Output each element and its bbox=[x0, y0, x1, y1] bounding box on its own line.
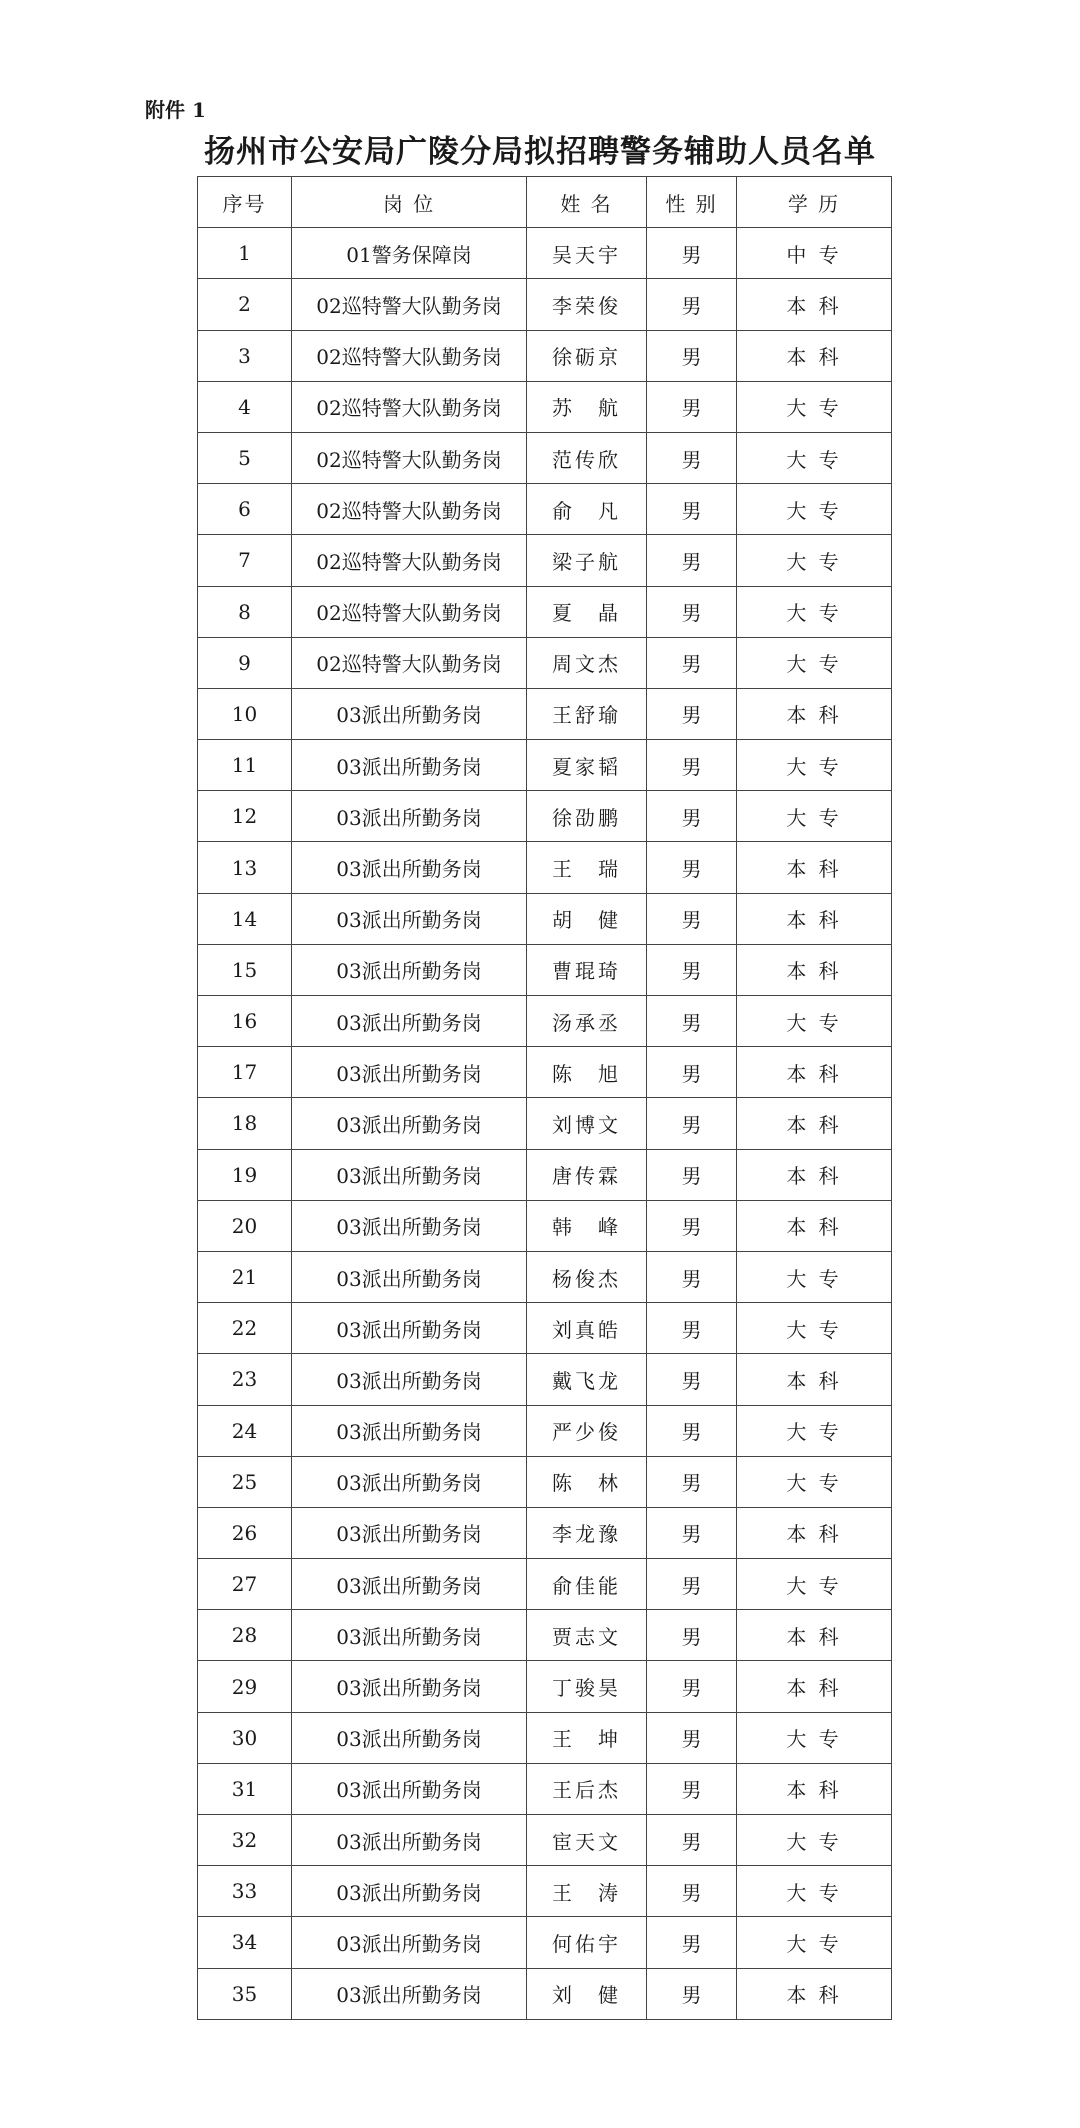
cell-gender: 男 bbox=[647, 1456, 737, 1507]
cell-serial: 14 bbox=[198, 893, 292, 944]
cell-serial: 9 bbox=[198, 637, 292, 688]
cell-serial: 13 bbox=[198, 842, 292, 893]
cell-name: 胡 健 bbox=[527, 893, 647, 944]
cell-position: 02巡特警大队勤务岗 bbox=[292, 279, 527, 330]
table-row bbox=[198, 586, 892, 637]
cell-position: 02巡特警大队勤务岗 bbox=[292, 637, 527, 688]
cell-name: 王后杰 bbox=[527, 1763, 647, 1814]
cell-education: 大 专 bbox=[737, 637, 892, 688]
cell-serial: 33 bbox=[198, 1866, 292, 1917]
cell-position: 03派出所勤务岗 bbox=[292, 1149, 527, 1200]
cell-gender: 男 bbox=[647, 279, 737, 330]
cell-education: 本 科 bbox=[737, 1763, 892, 1814]
cell-name: 唐传霖 bbox=[527, 1149, 647, 1200]
table-row bbox=[198, 842, 892, 893]
cell-gender: 男 bbox=[647, 1968, 737, 2019]
table-row bbox=[198, 228, 892, 279]
cell-name: 严少俊 bbox=[527, 1405, 647, 1456]
cell-name: 俞 凡 bbox=[527, 484, 647, 535]
cell-gender: 男 bbox=[647, 1047, 737, 1098]
cell-serial: 31 bbox=[198, 1763, 292, 1814]
cell-position: 03派出所勤务岗 bbox=[292, 944, 527, 995]
cell-position: 02巡特警大队勤务岗 bbox=[292, 535, 527, 586]
cell-gender: 男 bbox=[647, 1917, 737, 1968]
cell-gender: 男 bbox=[647, 1303, 737, 1354]
cell-name: 徐砺京 bbox=[527, 330, 647, 381]
document-title: 扬州市公安局广陵分局拟招聘警务辅助人员名单 bbox=[204, 134, 876, 170]
table-row bbox=[198, 1251, 892, 1302]
cell-serial: 32 bbox=[198, 1815, 292, 1866]
cell-name: 贾志文 bbox=[527, 1610, 647, 1661]
cell-name: 王 瑞 bbox=[527, 842, 647, 893]
table-row bbox=[198, 484, 892, 535]
table-row bbox=[198, 996, 892, 1047]
cell-position: 03派出所勤务岗 bbox=[292, 1968, 527, 2019]
cell-gender: 男 bbox=[647, 1559, 737, 1610]
cell-position: 02巡特警大队勤务岗 bbox=[292, 586, 527, 637]
header-position: 岗 位 bbox=[292, 177, 527, 228]
cell-education: 本 科 bbox=[737, 1507, 892, 1558]
cell-position: 02巡特警大队勤务岗 bbox=[292, 330, 527, 381]
cell-gender: 男 bbox=[647, 1507, 737, 1558]
cell-name: 戴飞龙 bbox=[527, 1354, 647, 1405]
cell-position: 03派出所勤务岗 bbox=[292, 1507, 527, 1558]
table-row bbox=[198, 1815, 892, 1866]
table-row bbox=[198, 1354, 892, 1405]
cell-serial: 10 bbox=[198, 688, 292, 739]
cell-gender: 男 bbox=[647, 1251, 737, 1302]
cell-education: 大 专 bbox=[737, 432, 892, 483]
cell-position: 03派出所勤务岗 bbox=[292, 1815, 527, 1866]
cell-serial: 4 bbox=[198, 381, 292, 432]
header-gender: 性 别 bbox=[647, 177, 737, 228]
header-serial: 序号 bbox=[198, 177, 292, 228]
cell-education: 本 科 bbox=[737, 688, 892, 739]
cell-position: 03派出所勤务岗 bbox=[292, 1251, 527, 1302]
cell-position: 03派出所勤务岗 bbox=[292, 688, 527, 739]
cell-name: 俞佳能 bbox=[527, 1559, 647, 1610]
cell-serial: 34 bbox=[198, 1917, 292, 1968]
cell-position: 03派出所勤务岗 bbox=[292, 1200, 527, 1251]
cell-position: 02巡特警大队勤务岗 bbox=[292, 432, 527, 483]
table-row bbox=[198, 1610, 892, 1661]
cell-position: 02巡特警大队勤务岗 bbox=[292, 484, 527, 535]
cell-education: 大 专 bbox=[737, 740, 892, 791]
cell-serial: 17 bbox=[198, 1047, 292, 1098]
cell-name: 夏 晶 bbox=[527, 586, 647, 637]
cell-education: 大 专 bbox=[737, 1866, 892, 1917]
cell-position: 03派出所勤务岗 bbox=[292, 842, 527, 893]
attachment-label: 附件 1 bbox=[145, 98, 206, 122]
cell-gender: 男 bbox=[647, 228, 737, 279]
cell-education: 本 科 bbox=[737, 1200, 892, 1251]
cell-name: 周文杰 bbox=[527, 637, 647, 688]
cell-serial: 26 bbox=[198, 1507, 292, 1558]
cell-education: 大 专 bbox=[737, 1303, 892, 1354]
cell-gender: 男 bbox=[647, 1149, 737, 1200]
cell-gender: 男 bbox=[647, 1866, 737, 1917]
cell-serial: 35 bbox=[198, 1968, 292, 2019]
table-row bbox=[198, 740, 892, 791]
cell-education: 本 科 bbox=[737, 893, 892, 944]
table-row bbox=[198, 1661, 892, 1712]
cell-position: 03派出所勤务岗 bbox=[292, 893, 527, 944]
cell-serial: 28 bbox=[198, 1610, 292, 1661]
cell-position: 03派出所勤务岗 bbox=[292, 1354, 527, 1405]
cell-gender: 男 bbox=[647, 842, 737, 893]
cell-education: 大 专 bbox=[737, 791, 892, 842]
cell-serial: 7 bbox=[198, 535, 292, 586]
table-row bbox=[198, 279, 892, 330]
cell-gender: 男 bbox=[647, 484, 737, 535]
cell-name: 陈 旭 bbox=[527, 1047, 647, 1098]
table-row bbox=[198, 893, 892, 944]
header-education: 学 历 bbox=[737, 177, 892, 228]
table-row bbox=[198, 1763, 892, 1814]
table-row bbox=[198, 1456, 892, 1507]
cell-gender: 男 bbox=[647, 1712, 737, 1763]
cell-serial: 21 bbox=[198, 1251, 292, 1302]
cell-education: 本 科 bbox=[737, 1354, 892, 1405]
cell-gender: 男 bbox=[647, 688, 737, 739]
cell-education: 本 科 bbox=[737, 1610, 892, 1661]
cell-position: 03派出所勤务岗 bbox=[292, 1456, 527, 1507]
cell-position: 03派出所勤务岗 bbox=[292, 1610, 527, 1661]
cell-gender: 男 bbox=[647, 586, 737, 637]
cell-education: 大 专 bbox=[737, 1815, 892, 1866]
cell-gender: 男 bbox=[647, 1098, 737, 1149]
cell-serial: 22 bbox=[198, 1303, 292, 1354]
cell-gender: 男 bbox=[647, 1610, 737, 1661]
cell-name: 王 坤 bbox=[527, 1712, 647, 1763]
cell-position: 03派出所勤务岗 bbox=[292, 1917, 527, 1968]
table-row bbox=[198, 1559, 892, 1610]
table-body bbox=[198, 228, 892, 2020]
cell-position: 03派出所勤务岗 bbox=[292, 791, 527, 842]
cell-serial: 20 bbox=[198, 1200, 292, 1251]
cell-name: 夏家韬 bbox=[527, 740, 647, 791]
cell-position: 03派出所勤务岗 bbox=[292, 1098, 527, 1149]
cell-education: 大 专 bbox=[737, 1917, 892, 1968]
cell-serial: 19 bbox=[198, 1149, 292, 1200]
cell-gender: 男 bbox=[647, 1763, 737, 1814]
cell-education: 大 专 bbox=[737, 1559, 892, 1610]
cell-serial: 6 bbox=[198, 484, 292, 535]
cell-serial: 12 bbox=[198, 791, 292, 842]
cell-gender: 男 bbox=[647, 432, 737, 483]
cell-serial: 15 bbox=[198, 944, 292, 995]
table-row bbox=[198, 432, 892, 483]
cell-education: 本 科 bbox=[737, 1047, 892, 1098]
table-row bbox=[198, 1200, 892, 1251]
table-row bbox=[198, 791, 892, 842]
cell-gender: 男 bbox=[647, 1405, 737, 1456]
cell-name: 杨俊杰 bbox=[527, 1251, 647, 1302]
cell-name: 刘博文 bbox=[527, 1098, 647, 1149]
cell-education: 大 专 bbox=[737, 484, 892, 535]
cell-name: 李荣俊 bbox=[527, 279, 647, 330]
table-row bbox=[198, 1149, 892, 1200]
cell-serial: 23 bbox=[198, 1354, 292, 1405]
table-row bbox=[198, 1303, 892, 1354]
table-header-row bbox=[198, 177, 892, 228]
cell-position: 03派出所勤务岗 bbox=[292, 1303, 527, 1354]
cell-serial: 3 bbox=[198, 330, 292, 381]
cell-education: 本 科 bbox=[737, 944, 892, 995]
cell-gender: 男 bbox=[647, 1815, 737, 1866]
cell-name: 吴天宇 bbox=[527, 228, 647, 279]
personnel-table bbox=[197, 176, 892, 2020]
cell-position: 03派出所勤务岗 bbox=[292, 996, 527, 1047]
cell-name: 李龙豫 bbox=[527, 1507, 647, 1558]
cell-position: 03派出所勤务岗 bbox=[292, 1559, 527, 1610]
cell-position: 03派出所勤务岗 bbox=[292, 1405, 527, 1456]
cell-name: 丁骏昊 bbox=[527, 1661, 647, 1712]
header-name: 姓 名 bbox=[527, 177, 647, 228]
cell-position: 03派出所勤务岗 bbox=[292, 1047, 527, 1098]
cell-serial: 29 bbox=[198, 1661, 292, 1712]
cell-position: 02巡特警大队勤务岗 bbox=[292, 381, 527, 432]
cell-name: 梁子航 bbox=[527, 535, 647, 586]
cell-education: 中 专 bbox=[737, 228, 892, 279]
cell-gender: 男 bbox=[647, 535, 737, 586]
cell-education: 本 科 bbox=[737, 279, 892, 330]
cell-position: 03派出所勤务岗 bbox=[292, 1712, 527, 1763]
table-row bbox=[198, 1917, 892, 1968]
cell-gender: 男 bbox=[647, 996, 737, 1047]
table-row bbox=[198, 1968, 892, 2019]
cell-gender: 男 bbox=[647, 637, 737, 688]
cell-education: 本 科 bbox=[737, 842, 892, 893]
cell-name: 宦天文 bbox=[527, 1815, 647, 1866]
cell-name: 徐劭鹏 bbox=[527, 791, 647, 842]
cell-gender: 男 bbox=[647, 1200, 737, 1251]
cell-name: 汤承丞 bbox=[527, 996, 647, 1047]
cell-gender: 男 bbox=[647, 944, 737, 995]
cell-position: 03派出所勤务岗 bbox=[292, 1661, 527, 1712]
cell-serial: 18 bbox=[198, 1098, 292, 1149]
cell-education: 大 专 bbox=[737, 1456, 892, 1507]
table-row bbox=[198, 944, 892, 995]
cell-education: 大 专 bbox=[737, 535, 892, 586]
cell-gender: 男 bbox=[647, 1354, 737, 1405]
cell-education: 本 科 bbox=[737, 1098, 892, 1149]
cell-serial: 5 bbox=[198, 432, 292, 483]
cell-gender: 男 bbox=[647, 893, 737, 944]
table-row bbox=[198, 637, 892, 688]
cell-serial: 11 bbox=[198, 740, 292, 791]
cell-serial: 25 bbox=[198, 1456, 292, 1507]
cell-name: 刘 健 bbox=[527, 1968, 647, 2019]
cell-gender: 男 bbox=[647, 791, 737, 842]
table-row bbox=[198, 1098, 892, 1149]
cell-education: 大 专 bbox=[737, 996, 892, 1047]
cell-education: 大 专 bbox=[737, 586, 892, 637]
cell-position: 01警务保障岗 bbox=[292, 228, 527, 279]
cell-position: 03派出所勤务岗 bbox=[292, 1866, 527, 1917]
cell-serial: 8 bbox=[198, 586, 292, 637]
cell-serial: 30 bbox=[198, 1712, 292, 1763]
cell-education: 本 科 bbox=[737, 1661, 892, 1712]
cell-gender: 男 bbox=[647, 381, 737, 432]
table-row bbox=[198, 688, 892, 739]
cell-serial: 24 bbox=[198, 1405, 292, 1456]
cell-name: 范传欣 bbox=[527, 432, 647, 483]
table-row bbox=[198, 1507, 892, 1558]
cell-serial: 16 bbox=[198, 996, 292, 1047]
cell-education: 本 科 bbox=[737, 330, 892, 381]
cell-name: 刘真皓 bbox=[527, 1303, 647, 1354]
cell-gender: 男 bbox=[647, 1661, 737, 1712]
cell-education: 大 专 bbox=[737, 1251, 892, 1302]
cell-education: 本 科 bbox=[737, 1968, 892, 2019]
table-row bbox=[198, 1866, 892, 1917]
cell-serial: 1 bbox=[198, 228, 292, 279]
cell-name: 曹琨琦 bbox=[527, 944, 647, 995]
table-row bbox=[198, 330, 892, 381]
cell-name: 何佑宇 bbox=[527, 1917, 647, 1968]
cell-gender: 男 bbox=[647, 740, 737, 791]
cell-education: 大 专 bbox=[737, 381, 892, 432]
cell-education: 本 科 bbox=[737, 1149, 892, 1200]
cell-gender: 男 bbox=[647, 330, 737, 381]
table-row bbox=[198, 1405, 892, 1456]
table-row bbox=[198, 535, 892, 586]
cell-name: 王 涛 bbox=[527, 1866, 647, 1917]
cell-name: 苏 航 bbox=[527, 381, 647, 432]
cell-name: 王舒瑜 bbox=[527, 688, 647, 739]
cell-position: 03派出所勤务岗 bbox=[292, 1763, 527, 1814]
cell-position: 03派出所勤务岗 bbox=[292, 740, 527, 791]
cell-education: 大 专 bbox=[737, 1405, 892, 1456]
table-row bbox=[198, 1712, 892, 1763]
table-row bbox=[198, 381, 892, 432]
table-row bbox=[198, 1047, 892, 1098]
cell-serial: 2 bbox=[198, 279, 292, 330]
cell-name: 韩 峰 bbox=[527, 1200, 647, 1251]
cell-education: 大 专 bbox=[737, 1712, 892, 1763]
cell-serial: 27 bbox=[198, 1559, 292, 1610]
cell-name: 陈 林 bbox=[527, 1456, 647, 1507]
